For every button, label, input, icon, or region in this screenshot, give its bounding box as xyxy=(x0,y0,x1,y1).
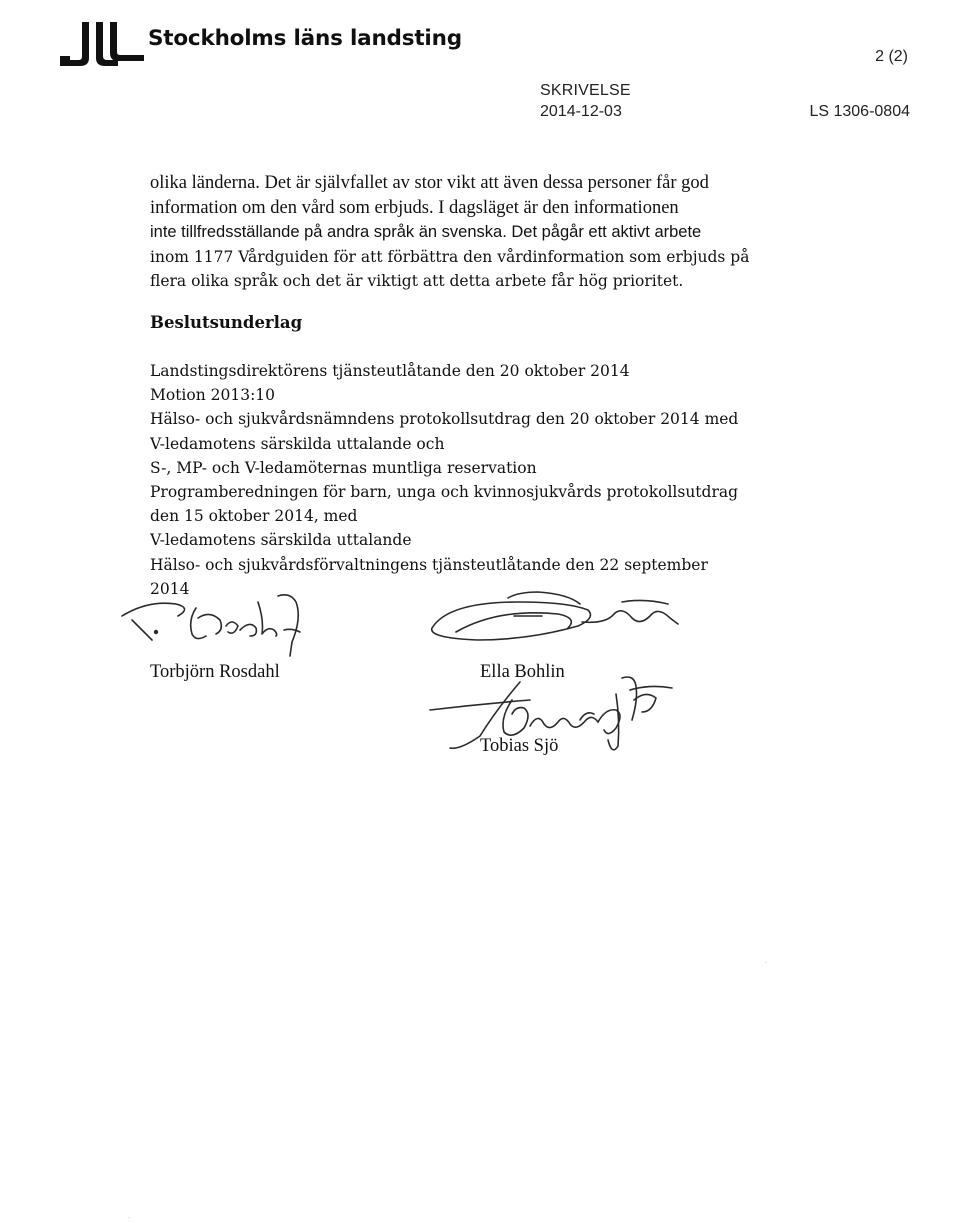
sll-logo-icon xyxy=(60,20,146,70)
list-item: S-, MP- och V-ledamöternas muntliga reservation xyxy=(150,458,537,477)
document-reference: LS 1306-0804 xyxy=(809,103,910,120)
list-item: Hälso- och sjukvårdsförvaltningens tjänsteutlåtande den 22 september xyxy=(150,555,708,574)
organization-logo xyxy=(60,20,470,70)
signer-name: Torbjörn Rosdahl xyxy=(150,662,280,682)
scan-speck: · xyxy=(765,960,767,967)
scan-speck: · xyxy=(128,1215,130,1222)
body-line: inom 1177 Vårdguiden för att förbättra den vårdinformation som erbjuds på xyxy=(150,247,750,266)
document-date: 2014-12-03 xyxy=(540,103,622,120)
organization-name: Stockholms läns landsting xyxy=(148,26,462,51)
page-number: 2 (2) xyxy=(875,48,908,65)
body-line: information om den vård som erbjuds. I dagsläget är den informationen xyxy=(150,197,679,218)
body-paragraph xyxy=(150,171,800,294)
document-type: SKRIVELSE xyxy=(540,82,631,99)
handwritten-signature-icon xyxy=(418,588,688,658)
list-item: Landstingsdirektörens tjänsteutlåtande den 20 oktober 2014 xyxy=(150,362,630,380)
decision-basis-list xyxy=(150,359,850,601)
body-line: olika länderna. Det är självfallet av stor vikt att även dessa personer får god xyxy=(150,173,709,193)
body-line: inte tillfredsställande på andra språk än svenska. Det pågår ett aktivt arbete xyxy=(150,223,702,241)
list-item: 2014 xyxy=(150,579,190,598)
list-item: den 15 oktober 2014, med xyxy=(150,507,358,526)
list-item: V-ledamotens särskilda uttalande xyxy=(150,531,412,550)
signer-name: Tobias Sjö xyxy=(480,736,559,756)
list-item: Hälso- och sjukvårdsnämndens protokollsutdrag den 20 oktober 2014 med xyxy=(150,410,739,429)
list-item: Programberedningen för barn, unga och kvinnosjukvårds protokollsutdrag xyxy=(150,482,739,501)
section-heading: Beslutsunderlag xyxy=(150,313,303,332)
handwritten-signature-icon xyxy=(118,590,318,670)
signer-name: Ella Bohlin xyxy=(480,662,565,682)
list-item: Motion 2013:10 xyxy=(150,386,276,405)
body-line: flera olika språk och det är viktigt att detta arbete får hög prioritet. xyxy=(150,272,684,290)
list-item: V-ledamotens särskilda uttalande och xyxy=(150,434,445,453)
